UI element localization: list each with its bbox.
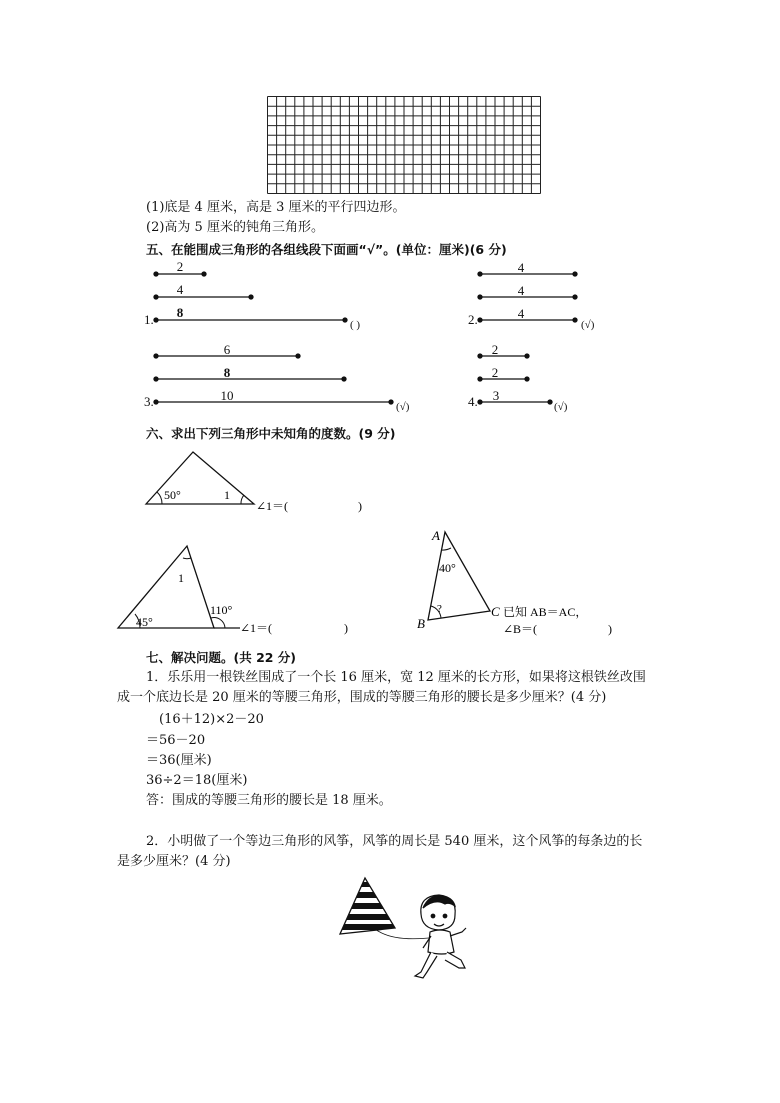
g2-len2: 4 xyxy=(517,283,525,298)
tri3-angle-a: 40° xyxy=(439,561,456,575)
g1-len2: 4 xyxy=(176,282,184,297)
triangle-3 xyxy=(412,526,632,636)
g1-answer: ( ) xyxy=(350,319,361,331)
g1-label: 1. xyxy=(144,312,154,327)
g3-label: 3. xyxy=(144,394,154,409)
square-grid xyxy=(267,96,541,194)
triangle-1 xyxy=(140,446,400,516)
q1-line1: 1．乐乐用一根铁丝围成了一个长 16 厘米，宽 12 厘米的长方形，如果将这根铁丝改围 xyxy=(146,670,646,685)
tri3-condition: 已知 AB＝AC， xyxy=(503,605,588,619)
g2-answer: (√) xyxy=(581,319,595,331)
section6-heading: 六、求出下列三角形中未知角的度数。(9 分) xyxy=(146,426,396,441)
g3-len2: 8 xyxy=(223,365,231,380)
tri3-vertex-a: A xyxy=(432,528,440,543)
q1-step-3: ＝36(厘米) xyxy=(146,753,212,768)
q1-step-4: 36÷2＝18(厘米) xyxy=(146,773,248,788)
tri2-question: ∠1＝( xyxy=(240,621,273,635)
section5-heading: 五、在能围成三角形的各组线段下面画“√”。(单位：厘米)(6 分) xyxy=(146,242,507,257)
segment-groups xyxy=(140,258,640,418)
grid-item-2: (2)高为 5 厘米的钝角三角形。 xyxy=(146,220,324,235)
q1-answer: 答：围成的等腰三角形的腰长是 18 厘米。 xyxy=(146,793,392,808)
tri1-angle-known: 50° xyxy=(164,488,181,502)
q1-line2: 成一个底边长是 20 厘米的等腰三角形，围成的等腰三角形的腰长是多少厘米？(4 分) xyxy=(117,690,607,705)
g4-len3: 3 xyxy=(492,388,500,403)
kite-boy-illustration xyxy=(335,874,485,989)
q1-step-1: (16＋12)×2－20 xyxy=(159,712,264,727)
tri3-question: ∠B＝( xyxy=(503,622,538,636)
tri2-angle-110: 110° xyxy=(210,603,233,617)
g4-len2: 2 xyxy=(491,365,499,380)
tri1-angle-unknown: 1 xyxy=(224,488,230,502)
section7-heading: 七、解决问题。(共 22 分) xyxy=(146,650,297,665)
g1-len3: 8 xyxy=(176,305,184,320)
g4-answer: (√) xyxy=(554,401,568,413)
g3-len1: 6 xyxy=(223,342,231,357)
tri3-vertex-c: C xyxy=(491,604,500,619)
tri3-close: ) xyxy=(608,622,612,636)
tri3-vertex-b: B xyxy=(417,616,425,631)
g1-len1: 2 xyxy=(176,259,184,274)
q2-line2: 是多少厘米？(4 分) xyxy=(117,854,231,869)
g4-len1: 2 xyxy=(491,342,499,357)
tri3-angle-b: ? xyxy=(437,603,442,615)
g2-len3: 4 xyxy=(517,306,525,321)
q1-step-2: ＝56－20 xyxy=(146,733,206,748)
tri2-close: ) xyxy=(344,621,348,635)
tri1-question: ∠1＝( xyxy=(256,499,289,513)
tri1-close: ) xyxy=(358,499,362,513)
g4-label: 4. xyxy=(468,394,478,409)
tri2-angle-45: 45° xyxy=(136,615,153,629)
g2-label: 2. xyxy=(468,312,478,327)
tri2-angle-unknown: 1 xyxy=(178,571,184,585)
g3-answer: (√) xyxy=(396,401,410,413)
triangle-2 xyxy=(112,538,372,638)
grid-item-1: (1)底是 4 厘米，高是 3 厘米的平行四边形。 xyxy=(146,200,406,215)
g3-len3: 10 xyxy=(220,388,234,403)
q2-line1: 2．小明做了一个等边三角形的风筝，风筝的周长是 540 厘米，这个风筝的每条边的长 xyxy=(146,834,643,849)
g2-len1: 4 xyxy=(517,260,525,275)
